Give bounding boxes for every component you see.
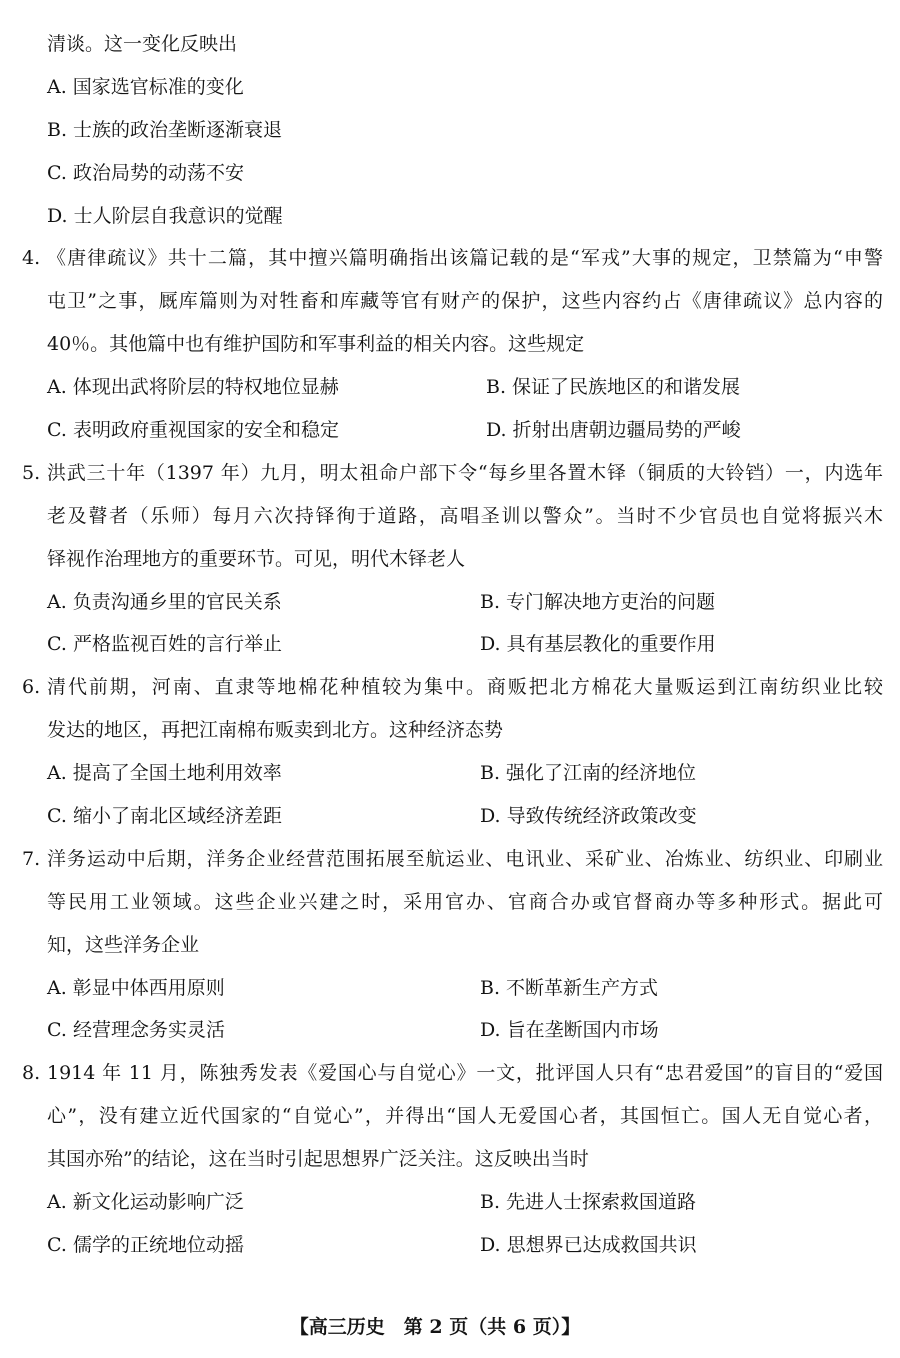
option-b: B. 士族的政治垄断逐渐衰退: [47, 118, 283, 141]
option-a: A. 新文化运动影响广泛: [47, 1191, 244, 1214]
question-line: [0, 709, 900, 752]
question-number: 4.: [22, 247, 41, 270]
option-d: D. 具有基层教化的重要作用: [480, 633, 716, 656]
question-line: [0, 1095, 900, 1138]
option-a: A. 提高了全国土地利用效率: [47, 762, 282, 785]
option-row: [0, 1224, 900, 1267]
question-line: [0, 666, 900, 709]
option-d: D. 导致传统经济政策改变: [480, 805, 697, 828]
option-d: D. 折射出唐朝边疆局势的严峻: [486, 419, 741, 442]
question-8: [0, 1052, 900, 1266]
question-text-line: 知，这些洋务企业: [47, 933, 200, 956]
question-6: [0, 666, 900, 838]
option-a: A. 体现出武将阶层的特权地位显赫: [47, 376, 339, 399]
option-c: C. 缩小了南北区域经济差距: [47, 805, 282, 828]
option-b: B. 专门解决地方吏治的问题: [480, 590, 716, 613]
question-number: 8.: [22, 1062, 41, 1085]
option-b: B. 强化了江南的经济地位: [480, 762, 697, 785]
question-4: [0, 237, 900, 451]
question-number: 6.: [22, 676, 41, 699]
question-text-line: 铎视作治理地方的重要环节。可见，明代木铎老人: [47, 547, 466, 570]
option-row: [0, 752, 900, 795]
question-text-line: 其国亦殆”的结论，这在当时引起思想界广泛关注。这反映出当时: [47, 1148, 589, 1171]
question-text-line: 40％。其他篇中也有维护国防和军事利益的相关内容。这些规定: [47, 333, 585, 356]
question-text-line: 清谈。这一变化反映出: [47, 33, 238, 55]
question-text-line: 屯卫”之事，厩库篇则为对牲畜和库藏等官有财产的保护，这些内容约占《唐律疏议》总内容的: [47, 290, 883, 313]
question-line: [0, 23, 900, 66]
question-3-tail: [0, 23, 900, 237]
option-b: B. 先进人士探索救国道路: [480, 1191, 697, 1214]
option-row: [0, 581, 900, 624]
option-row: [0, 366, 900, 409]
option-c: C. 经营理念务实灵活: [47, 1019, 225, 1042]
question-line: [0, 538, 900, 581]
option-a: A. 负责沟通乡里的官民关系: [47, 590, 282, 613]
question-line: [0, 323, 900, 366]
question-number: 7.: [22, 847, 41, 870]
option-row: [0, 195, 900, 238]
question-number: 5.: [22, 461, 41, 484]
page-content: [0, 23, 900, 1267]
option-d: D. 思想界已达成救国共识: [480, 1233, 697, 1256]
question-text-line: 发达的地区，再把江南棉布贩卖到北方。这种经济态势: [47, 719, 504, 742]
option-c: C. 严格监视百姓的言行举止: [47, 633, 282, 656]
option-row: [0, 409, 900, 452]
option-c: C. 政治局势的动荡不安: [47, 161, 244, 184]
option-b: B. 不断革新生产方式: [480, 976, 659, 999]
question-text-line: 1914 年 11 月，陈独秀发表《爱国心与自觉心》一文，批评国人只有“忠君爱国”的盲目的“爱国: [47, 1062, 883, 1085]
option-d: D. 士人阶层自我意识的觉醒: [47, 204, 283, 227]
option-row: [0, 152, 900, 195]
question-text-line: 等民用工业领域。这些企业兴建之时，采用官办、官商合办或官督商办等多种形式。据此可: [47, 890, 883, 913]
question-text-line: 《唐律疏议》共十二篇，其中擅兴篇明确指出该篇记载的是“军戎”大事的规定，卫禁篇为“申警: [47, 247, 883, 270]
question-line: [0, 280, 900, 323]
option-row: [0, 795, 900, 838]
option-row: [0, 109, 900, 152]
page-footer: 【高三历史 第 2 页（共 6 页）】: [289, 1316, 581, 1338]
question-line: [0, 1052, 900, 1095]
option-d: D. 旨在垄断国内市场: [480, 1019, 659, 1042]
option-c: C. 儒学的正统地位动摇: [47, 1233, 244, 1256]
question-5: [0, 452, 900, 666]
question-line: [0, 1138, 900, 1181]
question-text-line: 洪武三十年（1397 年）九月，明太祖命户部下令“每乡里各置木铎（铜质的大铃铛）一，内选年: [47, 461, 883, 484]
question-line: [0, 452, 900, 495]
question-line: [0, 924, 900, 967]
option-row: [0, 1181, 900, 1224]
question-text-line: 老及瞽者（乐师）每月六次持铎徇于道路，高唱圣训以警众”。当时不少官员也自觉将振兴木: [47, 504, 883, 527]
question-text-line: 清代前期，河南、直隶等地棉花种植较为集中。商贩把北方棉花大量贩运到江南纺织业比较: [47, 676, 883, 699]
option-b: B. 保证了民族地区的和谐发展: [486, 376, 741, 399]
option-row: [0, 1009, 900, 1052]
option-row: [0, 623, 900, 666]
option-row: [0, 967, 900, 1010]
option-a: A. 国家选官标准的变化: [47, 75, 244, 98]
question-line: [0, 495, 900, 538]
question-text-line: 洋务运动中后期，洋务企业经营范围拓展至航运业、电讯业、采矿业、冶炼业、纺织业、印刷业: [47, 847, 883, 870]
question-text-line: 心”，没有建立近代国家的“自觉心”，并得出“国人无爱国心者，其国恒亡。国人无自觉心者，: [47, 1105, 883, 1128]
option-a: A. 彰显中体西用原则: [47, 976, 225, 999]
option-c: C. 表明政府重视国家的安全和稳定: [47, 419, 339, 442]
question-line: [0, 237, 900, 280]
question-7: [0, 838, 900, 1052]
option-row: [0, 66, 900, 109]
question-line: [0, 838, 900, 881]
question-line: [0, 881, 900, 924]
